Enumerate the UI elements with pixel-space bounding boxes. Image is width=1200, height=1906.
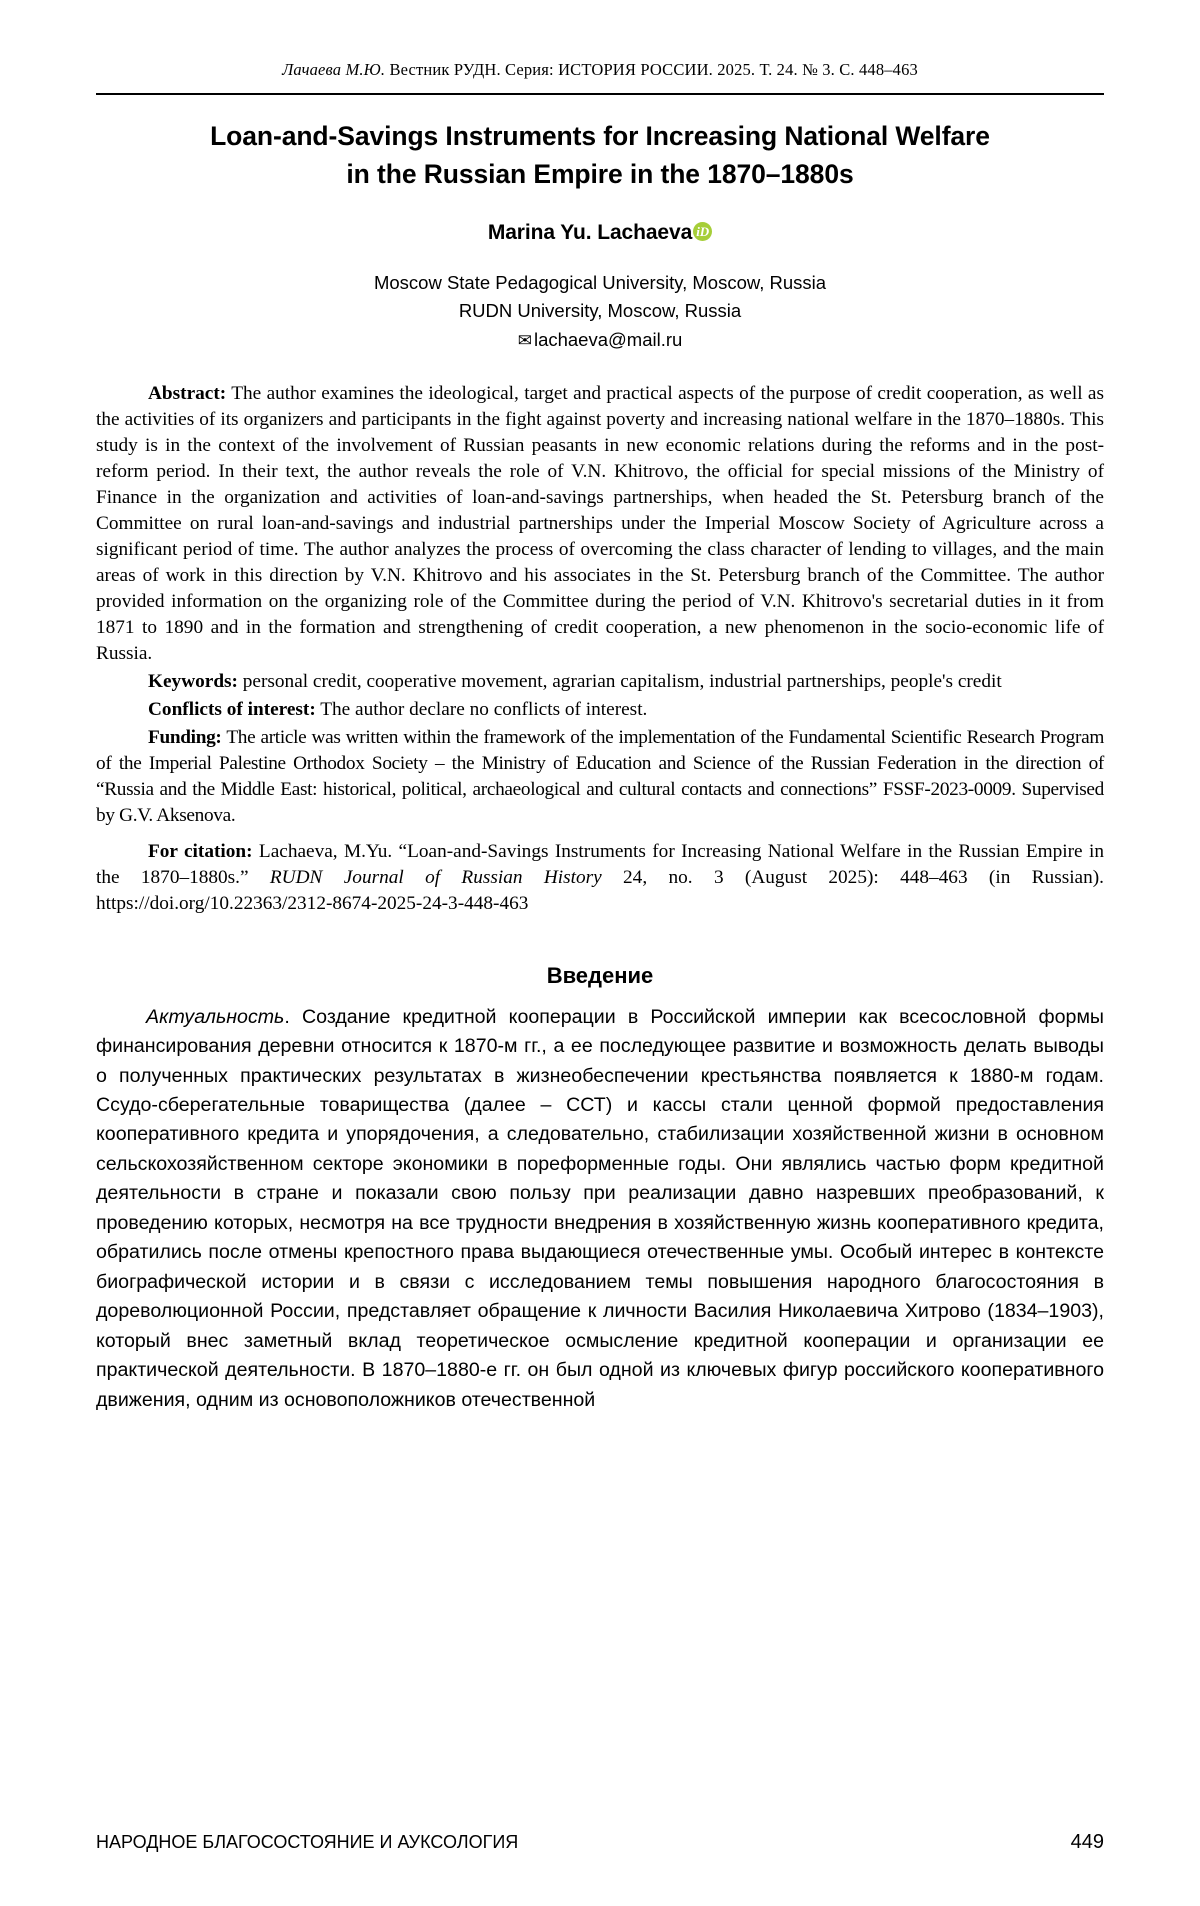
funding-text: The article was written within the framework of the implementation of the Fundamental Scientific Research Program of the Imperial Palestine Orthodox Society – the Ministry of Education and Science of the Russian Federation in the direction of “Russia and the Middle East: historical, political, archaeological and cultural contacts and connections” FSSF-2023-0009. Supervised by G.V. Aksenova. xyxy=(96,726,1104,826)
conflicts-text: The author declare no conflicts of interest. xyxy=(315,698,648,720)
abstract-paragraph xyxy=(96,381,1104,666)
header-rule xyxy=(96,93,1104,95)
article-content xyxy=(96,118,1104,1415)
body-text: . Создание кредитной кооперации в Российской империи как всесословной формы финансирования деревни относится к 1870-м гг., а ее последующее развитие и возможность делать выводы о полученных практических результатах в жизнеобеспечении крестьянства появляется к 1880-м годам. Ссудо-сберегательные товарищества (далее – ССТ) и кассы стали ценной формой предоставления кооперативного кредита и упорядочения, а следовательно, стабилизации хозяйственной жизни в основном сельскохозяйственном секторе экономики в пореформенные годы. Они являлись частью форм кредитной деятельности в стране и показали свою пользу при реализации давно назревших преобразований, к проведению которых, несмотря на все трудности внедрения в хозяйственную жизнь кооперативного кредита, обратились после отмены крепостного права выдающиеся отечественные умы. Особый интерес в контексте биографической истории и в связи с исследованием темы повышения народного благосостояния в дореволюционной России, представляет обращение к личности Василия Николаевича Хитрово (1834–1903), который внес заметный вклад теоретическое осмысление кредитной кооперации и организации ее практической деятельности. В 1870–1880-е гг. он был одной из ключевых фигур российского кооперативного движения, одним из основоположников отечественной xyxy=(96,1005,1104,1411)
affiliation-1: Moscow State Pedagogical University, Moscow, Russia xyxy=(373,272,827,294)
body-paragraph xyxy=(96,1003,1104,1416)
citation-text-2: 24, no. 3 (August 2025): 448–463 (in Russian). https://doi.org/10.22363/2312-8674-2025-24-3-448-463 xyxy=(96,866,1105,914)
keywords-label: Keywords: xyxy=(148,670,238,692)
abstract-block xyxy=(96,381,1104,916)
running-head-author: Лачаева М.Ю. xyxy=(282,60,386,79)
funding-label: Funding: xyxy=(148,726,222,748)
affiliations xyxy=(96,269,1104,325)
contact-email xyxy=(96,329,1104,351)
footer-section-label: НАРОДНОЕ БЛАГОСОСТОЯНИЕ И АУКСОЛОГИЯ xyxy=(96,1832,519,1852)
author-name xyxy=(96,221,1104,245)
citation-label: For citation: xyxy=(148,840,253,862)
keywords-text: personal credit, cooperative movement, agrarian capitalism, industrial partnerships, people's credit xyxy=(237,670,1002,692)
section-heading: Введение xyxy=(546,962,654,988)
conflicts-paragraph xyxy=(96,697,1104,723)
page-footer xyxy=(96,1831,1104,1854)
abstract-text: The author examines the ideological, target and practical aspects of the purpose of credit cooperation, as well as the activities of its organizers and participants in the fight against poverty and increasing national welfare in the 1870–1880s. This study is in the context of the involvement of Russian peasants in new economic relations during the reforms and in the post-reform period. In their text, the author reveals the role of V.N. Khitrovo, the official for special missions of the Ministry of Finance in the organization and activities of loan-and-savings partnerships, when headed the St. Petersburg branch of the Committee on rural loan-and-savings and industrial partnerships under the Imperial Moscow Society of Agriculture across a significant period of time. The author analyzes the process of overcoming the class character of lending to villages, and the main areas of work in this direction by V.N. Khitrovo and his associates in the St. Petersburg branch of the Committee. The author provided information on the organizing role of the Committee during the period of V.N. Khitrovo's secretarial duties in it from 1871 to 1890 and in the formation and strengthening of credit cooperation, a new phenomenon in the socio-economic life of Russia. xyxy=(96,383,1104,664)
orcid-icon[interactable]: iD xyxy=(693,222,712,241)
citation-journal: RUDN Journal of Russian History xyxy=(269,866,602,888)
running-head-source: Вестник РУДН. Серия: ИСТОРИЯ РОССИИ. 2025. Т. 24. № 3. С. 448–463 xyxy=(385,60,918,79)
affiliation-2: RUDN University, Moscow, Russia xyxy=(458,300,742,322)
body-lead-in: Актуальность xyxy=(146,1005,285,1028)
title-line-1: Loan-and-Savings Instruments for Increasing National Welfare xyxy=(210,121,990,151)
author-label: Marina Yu. Lachaeva xyxy=(487,221,693,245)
keywords-paragraph xyxy=(96,669,1104,695)
title-line-2: in the Russian Empire in the 1870–1880s xyxy=(346,158,854,189)
citation-paragraph xyxy=(96,839,1104,917)
envelope-icon: ✉ xyxy=(517,331,532,351)
abstract-label: Abstract: xyxy=(148,383,227,405)
section-body xyxy=(96,1003,1104,1416)
citation-text-1: Lachaeva, M.Yu. “Loan-and-Savings Instruments for Increasing National Welfare in the Russian Empire in the 1870–1880s.” xyxy=(96,840,1104,888)
page-number: 449 xyxy=(1070,1831,1104,1853)
page-title xyxy=(96,118,1104,193)
conflicts-label: Conflicts of interest: xyxy=(148,698,316,720)
email-address[interactable]: lachaeva@mail.ru xyxy=(533,329,683,351)
funding-paragraph xyxy=(96,725,1104,829)
running-head xyxy=(96,60,1104,80)
